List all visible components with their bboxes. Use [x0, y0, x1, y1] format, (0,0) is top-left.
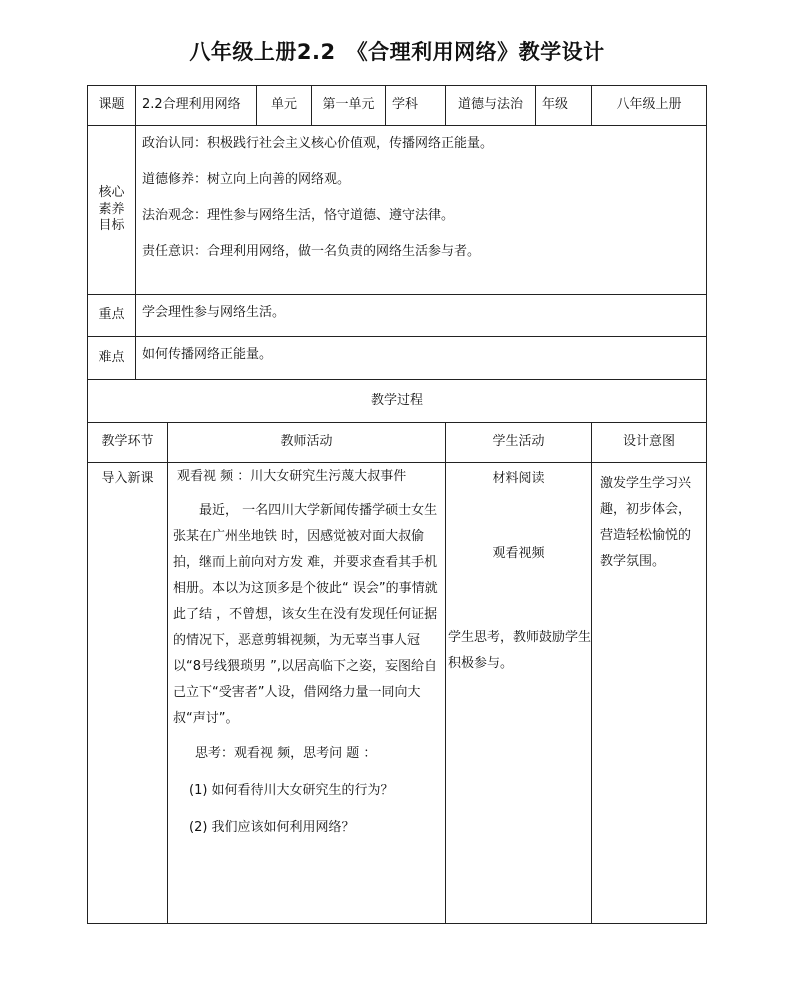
- student-activity-video: 观看视频: [492, 545, 545, 561]
- subject-label: 学科: [386, 86, 446, 126]
- intro-design-intent: 激发学生学习兴趣，初步体会，营造轻松愉悦的教学氛围。: [592, 463, 707, 924]
- goal-item: 法治观念：理性参与网络生活，恪守道德、遵守法律。: [142, 207, 455, 223]
- core-goals-row: [88, 126, 707, 295]
- process-header-row: [88, 423, 707, 463]
- video-title: 观看视 频 ：川大女研究生污蔑大叔事件: [177, 469, 407, 484]
- question-2: (2) 我们应该如何利用网络？: [189, 819, 355, 835]
- grade-label: 年级: [536, 86, 592, 126]
- core-goals-content: [136, 126, 707, 295]
- info-row: [88, 86, 707, 126]
- document-title: 八年级上册2.2 《合理利用网络》教学设计: [189, 40, 605, 64]
- think-prompt: 思考：观看视 频，思考问 题 ：: [195, 745, 377, 761]
- stage-header: 教学环节: [88, 423, 168, 463]
- story-paragraph: 最近， 一名四川大学新闻传播学硕士女生张某在广州坐地铁 时，因感觉被对面大叔偷 拍，继而上前向对方发 难，并要求查看其手机相册。本以为这顶多是个彼此“ 误会”的事情就此了结 ，不曾想，该女生在没有发现任何证据的情况下，恶意剪辑视频，为无辜当事人冠以“8号线猥琐男 ”,以居高临下之姿，妄图给自己立下“受害者”人设，借网络力量一同向大叔“声讨”。: [173, 502, 438, 726]
- unit-value: 第一单元: [312, 86, 386, 126]
- topic-label: 课题: [88, 86, 136, 126]
- intro-teacher-activity: [168, 463, 446, 924]
- question-1: (1) 如何看待川大女研究生的行为？: [189, 782, 394, 798]
- goal-item: 责任意识：合理利用网络，做一名负责的网络生活参与者。: [142, 243, 481, 259]
- difficult-point-label: 难点: [88, 337, 136, 380]
- difficult-point-text: 如何传播网络正能量。: [136, 337, 707, 380]
- student-header: 学生活动: [446, 423, 592, 463]
- teacher-header: 教师活动: [168, 423, 446, 463]
- process-title-row: [88, 380, 707, 423]
- core-goals-label: 核心素养目标: [88, 126, 136, 295]
- intro-stage: 导入新课: [88, 463, 168, 924]
- difficult-point-row: [88, 337, 707, 380]
- key-point-label: 重点: [88, 295, 136, 337]
- intent-header: 设计意图: [592, 423, 707, 463]
- grade-value: 八年级上册: [592, 86, 707, 126]
- student-activity-thinking: 学生思考，教师鼓励学生积极参与。: [448, 629, 592, 671]
- lesson-plan-table: [87, 85, 707, 924]
- goal-item: 政治认同：积极践行社会主义核心价值观，传播网络正能量。: [142, 136, 494, 151]
- unit-label: 单元: [257, 86, 312, 126]
- student-activity-reading: 材料阅读: [492, 471, 545, 486]
- topic-value: 2.2合理利用网络: [136, 86, 257, 126]
- key-point-row: [88, 295, 707, 337]
- key-point-text: 学会理性参与网络生活。: [136, 295, 707, 337]
- process-title: 教学过程: [88, 380, 707, 423]
- goal-item: 道德修养：树立向上向善的网络观。: [142, 171, 351, 187]
- intro-student-activity: [446, 463, 592, 924]
- subject-value: 道德与法治: [446, 86, 536, 126]
- intro-row: [88, 463, 707, 924]
